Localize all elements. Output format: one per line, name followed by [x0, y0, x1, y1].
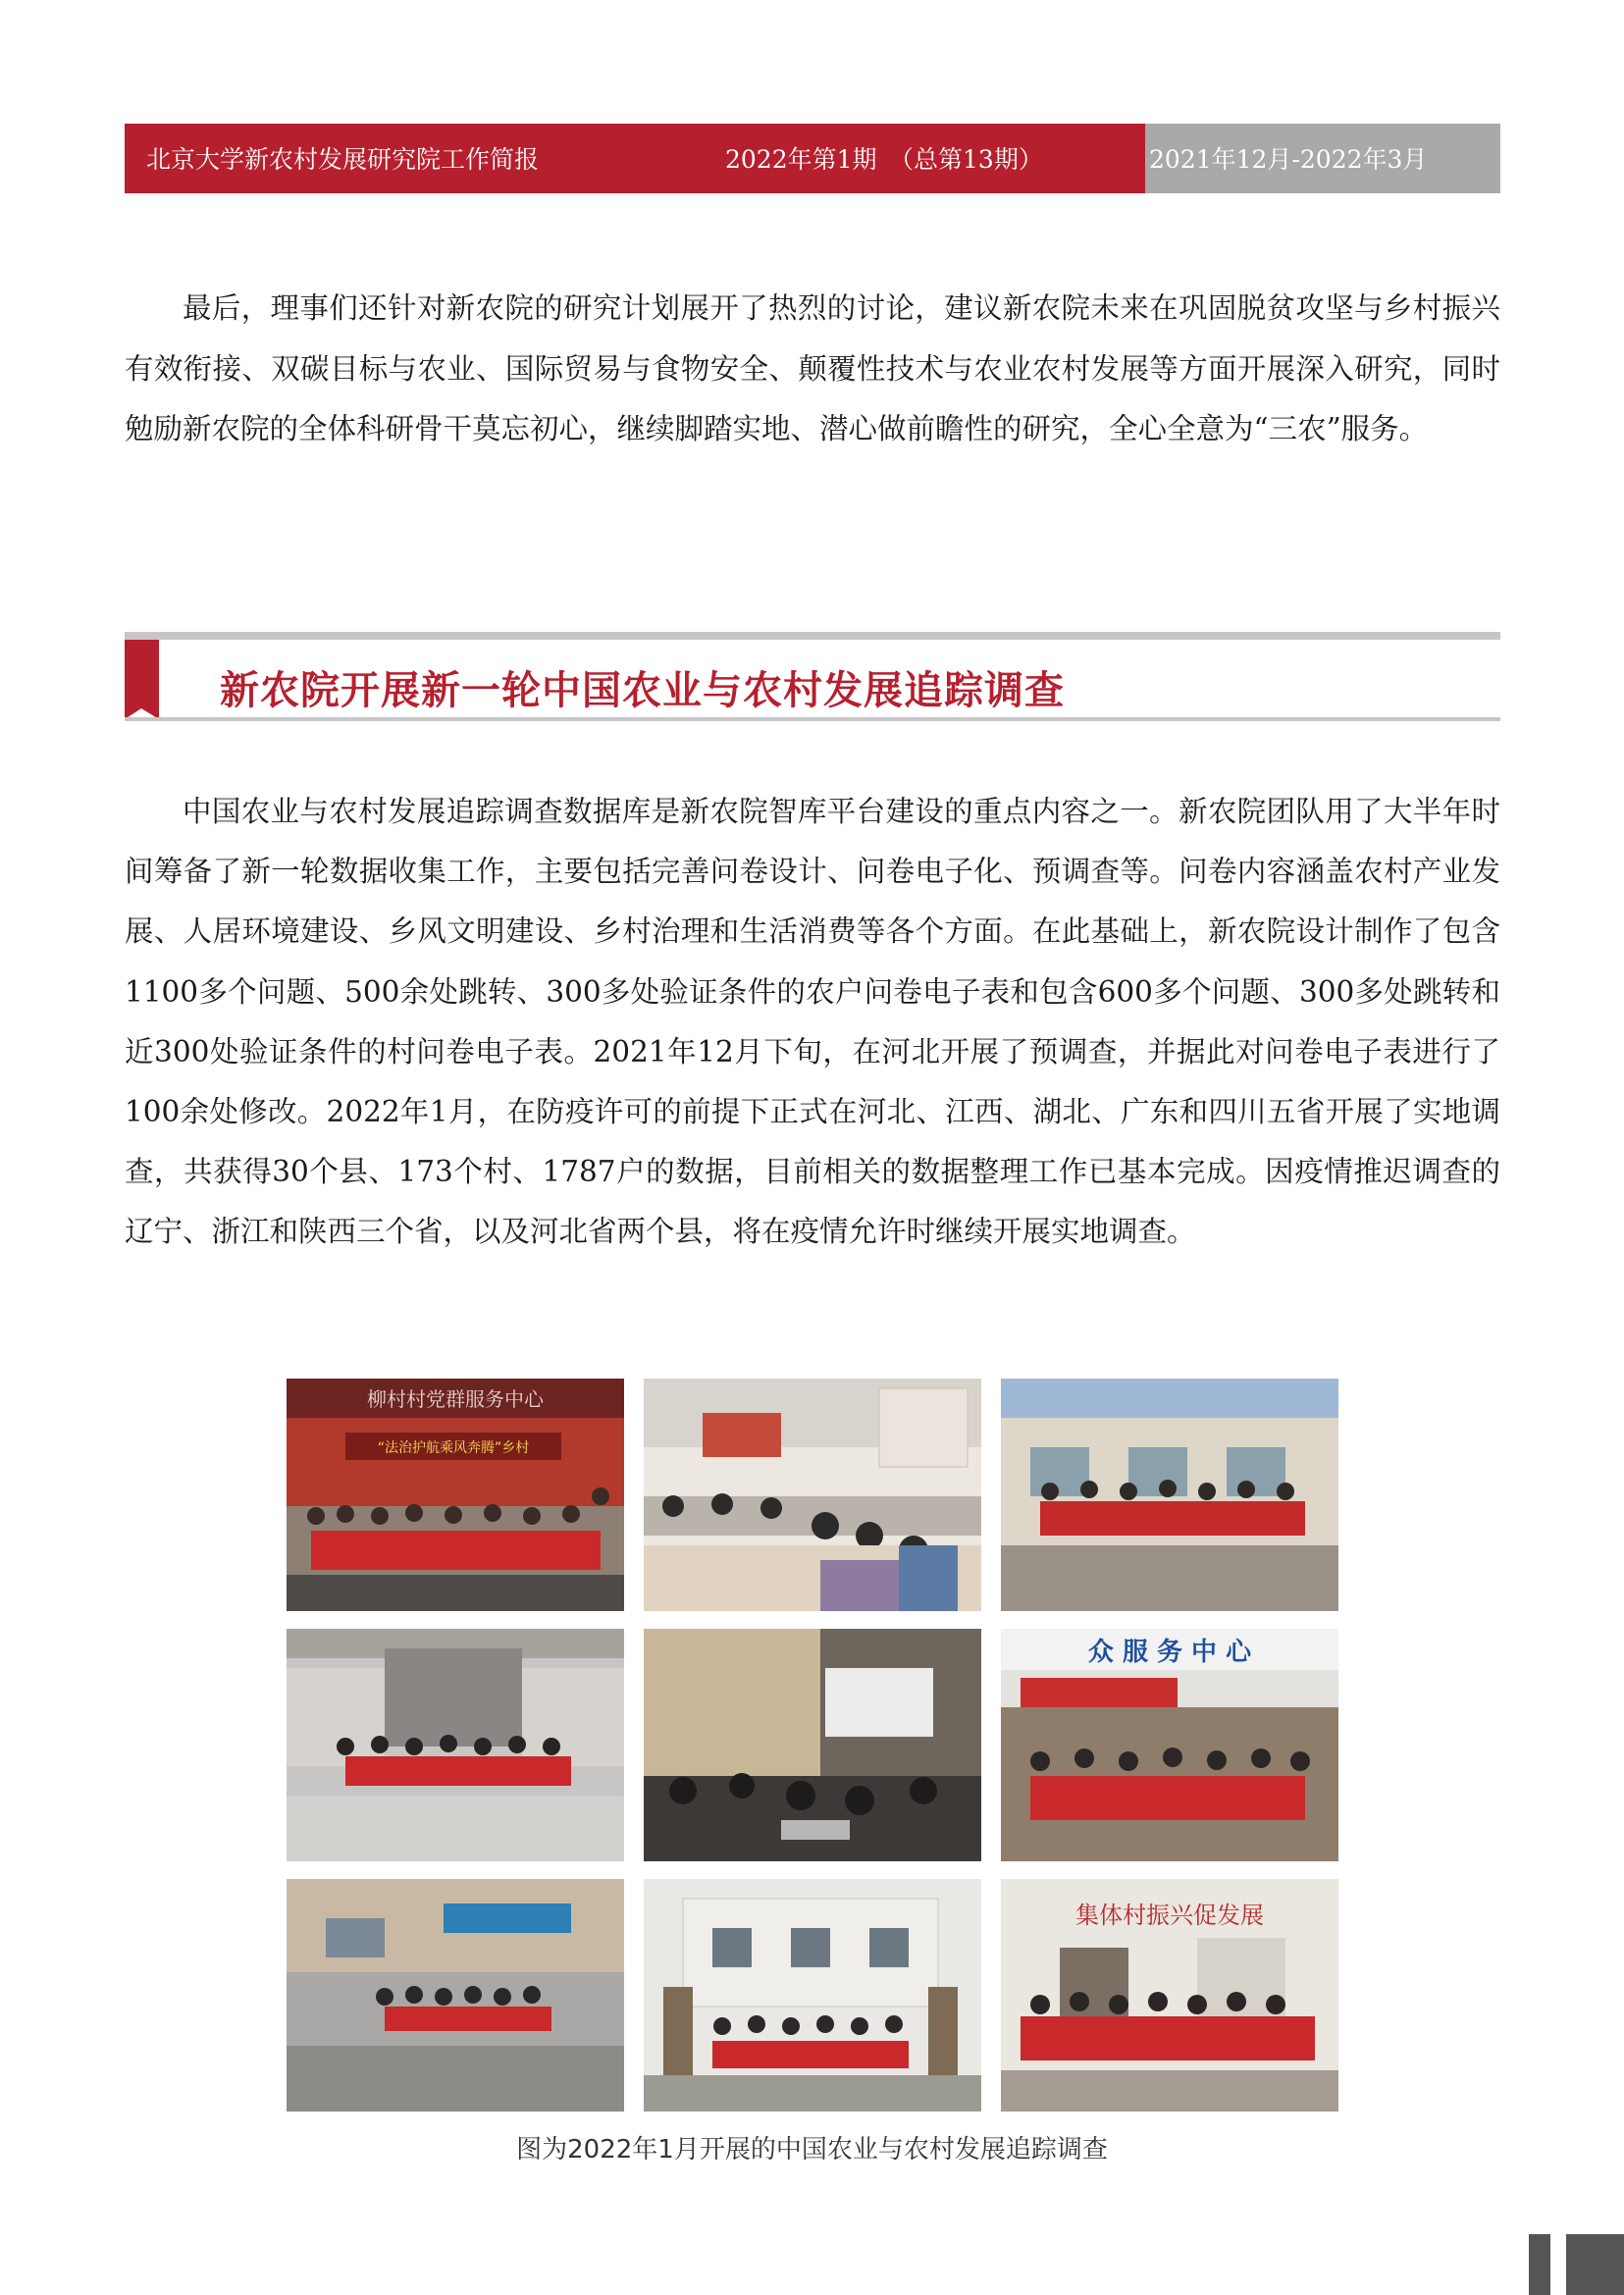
p9-wall-slogan: 集体村振兴促发展 — [1075, 1902, 1264, 1929]
section-bookmark-marker — [125, 640, 159, 719]
section-title: 新农院开展新一轮中国农业与农村发展追踪调查 — [220, 668, 1065, 713]
photo-group-village-house — [644, 1879, 981, 2112]
photo-group-service-sign — [1001, 1629, 1338, 1861]
header-date-range: 2021年12月-2022年3月 — [1149, 145, 1428, 174]
corner-bar-narrow — [1529, 2234, 1550, 2295]
photo-group-courtyard — [287, 1879, 624, 2112]
p1-sign-text: 柳村村党群服务中心 — [367, 1387, 544, 1411]
p1-led-banner: “法治护航乘风奔腾”乡村 — [377, 1440, 530, 1456]
photo-group-village-slogan — [1001, 1879, 1338, 2112]
p6-sign-text: 众 服 务 中 心 — [1087, 1638, 1252, 1667]
header-publication-title: 北京大学新农村发展研究院工作简报 — [146, 145, 540, 174]
body-paragraph-survey: 中国农业与农村发展追踪调查数据库是新农院智库平台建设的重点内容之一。新农院团队用了大半年时间筹备了新一轮数据收集工作，主要包括完善问卷设计、问卷电子化、预调查等。问卷内容涵盖农村产业发展、人居环境建设、乡风文明建设、乡村治理和生活消费等各个方面。在此基础上，新农院设计制作了包含1100多个问题、500余处跳转、300多处验证条件的农户问卷电子表和包含600多个问题、300多处跳转和近300处验证条件的村问卷电子表。2021年12月下旬，在河北开展了预调查，并据此对问卷电子表进行了100余处修改。2022年1月，在防疫许可的前提下正式在河北、江西、湖北、广东和四川五省开展了实地调查，共获得30个县、173个村、1787户的数据，目前相关的数据整理工作已基本完成。因疫情推迟调查的辽宁、浙江和陕西三个省，以及河北省两个县，将在疫情允许时继续开展实地调查。 — [125, 795, 1500, 1249]
photo-group-gray-building — [287, 1629, 624, 1861]
running-header — [125, 124, 1500, 193]
body-paragraph-closing: 最后，理事们还针对新农院的研究计划展开了热烈的讨论，建议新农院未来在巩固脱贫攻坚与乡村振兴有效衔接、双碳目标与农业、国际贸易与食物安全、颠覆性技术与农业农村发展等方面开展深入研究，同时勉励新农院的全体科研骨干莫忘初心，继续脚踏实地、潜心做前瞻性的研究，全心全意为“三农”服务。 — [125, 291, 1500, 445]
header-issue-number: 2022年第1期 （总第13期） — [725, 145, 1043, 174]
photo-presentation-room — [644, 1629, 981, 1861]
photo-group-service-center — [287, 1379, 624, 1611]
photo-classroom-training — [644, 1379, 981, 1611]
photo-group-outdoor-building — [1001, 1379, 1338, 1611]
photo-grid — [287, 1379, 1338, 2112]
section-top-rule — [125, 632, 1500, 640]
corner-bar-wide — [1566, 2234, 1624, 2295]
photo-caption: 图为2022年1月开展的中国农业与农村发展追踪调查 — [516, 2135, 1108, 2165]
page-corner-decoration — [1529, 2234, 1624, 2295]
section-bottom-rule — [125, 717, 1500, 721]
